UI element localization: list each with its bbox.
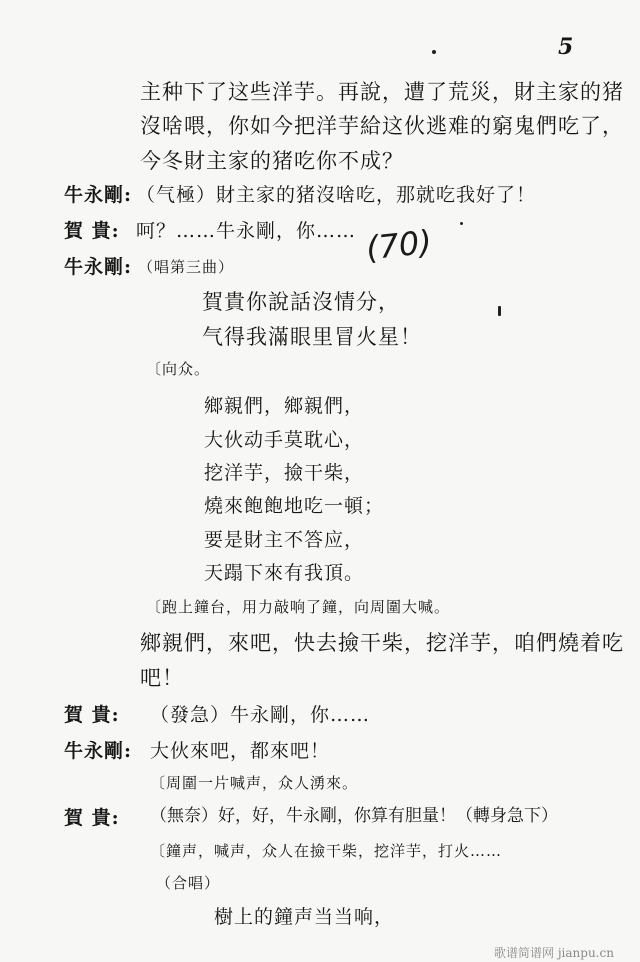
dialogue-line: 呵？……牛永剛，你…… [136,220,357,242]
text-line: 今冬財主家的猪吃你不成？ [140,149,404,173]
page-number: 5 [558,34,574,60]
song-line: 樹上的鐘声当当响， [214,906,395,928]
ink-speck [498,306,501,316]
song-line: 燒來飽飽地吃一頓； [204,495,385,517]
handwritten-note: (70) [364,222,434,268]
speaker-label: 牛永剛: [64,740,133,762]
speaker-label: 賀 貴: [64,807,120,829]
song-line: 要是財主不答应， [204,529,365,551]
speaker-label: 賀 貴: [64,704,120,726]
dialogue-line: 大伙來吧，都來吧！ [150,740,331,762]
speaker-label: 賀 貴: [64,220,120,242]
stage-direction: 〔跑上鐘台，用力敲响了鐘，向周圍大喊。 [146,598,451,616]
speaker-label: 牛永剛: [64,184,133,206]
ink-speck [460,222,463,225]
text-line: 沒啥喂，你如今把洋芋給这伙逃难的窮鬼們吃了， [140,114,624,138]
speaker-label: 牛永剛: [64,256,133,278]
stage-direction: 〔向众。 [146,360,211,378]
dialogue-line: （气極）財主家的猪沒啥吃，那就吃我好了！ [136,184,537,206]
song-line: 天蹋下來有我頂。 [204,562,365,584]
text-line: 鄉親們，來吧，快去撿干柴，挖洋芋，咱們燒着吃 [140,631,624,655]
song-line: 大伙动手莫耽心， [204,429,365,451]
watermark: 歌谱简谱网 jianpu.cn [494,946,614,960]
song-line: 鄉親們，鄉親們， [204,395,365,417]
chorus-cue: （合唱） [156,874,221,892]
ink-speck [432,50,436,54]
song-line: 气得我滿眼里冒火星！ [202,325,422,349]
text-line: 吧！ [140,666,184,690]
stage-direction: 〔鐘声，喊声，众人在撿干柴，挖洋芋，打火…… [150,842,503,860]
text-line: 主种下了这些洋芋。再說，遭了荒災，財主家的猪 [140,80,624,104]
stage-direction: 〔周圍一片喊声，众人湧來。 [150,774,359,792]
dialogue-line: （無奈）好，好，牛永剛，你算有胆量！（轉身急下） [150,806,558,826]
dialogue-line: （發急）牛永剛，你…… [150,704,371,726]
stage-direction: （唱第三曲） [138,258,235,276]
song-line: 賀貴你說話沒情分， [202,290,400,314]
song-line: 挖洋芋，撿干柴， [204,462,365,484]
